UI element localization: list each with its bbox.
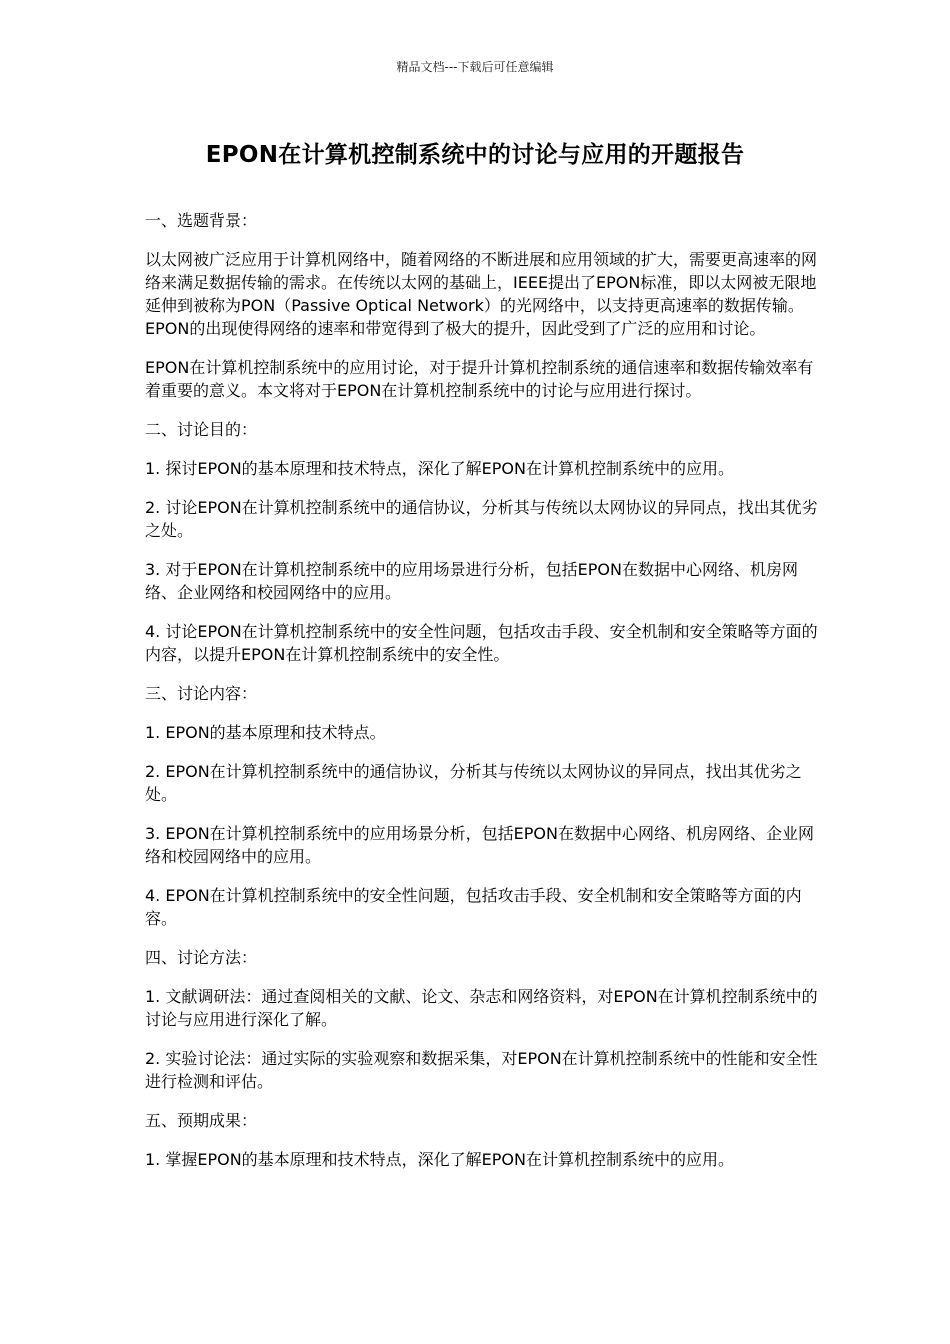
list-item: 4. EPON在计算机控制系统中的安全性问题，包括攻击手段、安全机制和安全策略等方面的内容。: [145, 886, 802, 928]
section-heading-outcomes: 五、预期成果：: [145, 1111, 258, 1130]
list-item: 3. EPON在计算机控制系统中的应用场景分析，包括EPON在数据中心网络、机房网络、企业网络和校园网络中的应用。: [145, 824, 814, 866]
section-heading-purpose: 二、讨论目的：: [145, 420, 258, 439]
section-heading-background: 一、选题背景：: [145, 211, 258, 230]
page-header: 精品文档---下载后可任意编辑: [396, 60, 554, 74]
document-title: EPON在计算机控制系统中的讨论与应用的开题报告: [205, 142, 745, 168]
paragraph: EPON在计算机控制系统中的应用讨论，对于提升计算机控制系统的通信速率和数据传输效率有着重要的意义。本文将对于EPON在计算机控制系统中的讨论与应用进行探讨。: [145, 358, 814, 400]
list-item: 1. EPON的基本原理和技术特点。: [145, 723, 386, 742]
section-heading-content: 三、讨论内容：: [145, 684, 258, 703]
list-item: 1. 掌握EPON的基本原理和技术特点，深化了解EPON在计算机控制系统中的应用。: [145, 1150, 734, 1169]
list-item: 2. 实验讨论法：通过实际的实验观察和数据采集，对EPON在计算机控制系统中的性能和安全性进行检测和评估。: [145, 1049, 818, 1091]
list-item: 1. 探讨EPON的基本原理和技术特点，深化了解EPON在计算机控制系统中的应用。: [145, 459, 734, 478]
paragraph: 以太网被广泛应用于计算机网络中，随着网络的不断进展和应用领域的扩大，需要更高速率的网络来满足数据传输的需求。在传统以太网的基础上，IEEE提出了EPON标准，即以太网被无限地延伸到被称为PON（Passive Optical Network）的光网络中，以支持更高速率的数据传输。EPON的出现使得网络的速率和带宽得到了极大的提升，因此受到了广泛的应用和讨论。: [145, 250, 818, 338]
section-heading-methods: 四、讨论方法：: [145, 948, 258, 967]
list-item: 2. EPON在计算机控制系统中的通信协议，分析其与传统以太网协议的异同点，找出其优劣之处。: [145, 762, 802, 804]
list-item: 3. 对于EPON在计算机控制系统中的应用场景进行分析，包括EPON在数据中心网络、机房网络、企业网络和校园网络中的应用。: [145, 560, 798, 602]
document-body: [145, 209, 820, 1187]
list-item: 2. 讨论EPON在计算机控制系统中的通信协议，分析其与传统以太网协议的异同点，找出其优劣之处。: [145, 498, 818, 540]
list-item: 1. 文献调研法：通过查阅相关的文献、论文、杂志和网络资料，对EPON在计算机控制系统中的讨论与应用进行深化了解。: [145, 987, 818, 1029]
list-item: 4. 讨论EPON在计算机控制系统中的安全性问题，包括攻击手段、安全机制和安全策略等方面的内容，以提升EPON在计算机控制系统中的安全性。: [145, 622, 818, 664]
